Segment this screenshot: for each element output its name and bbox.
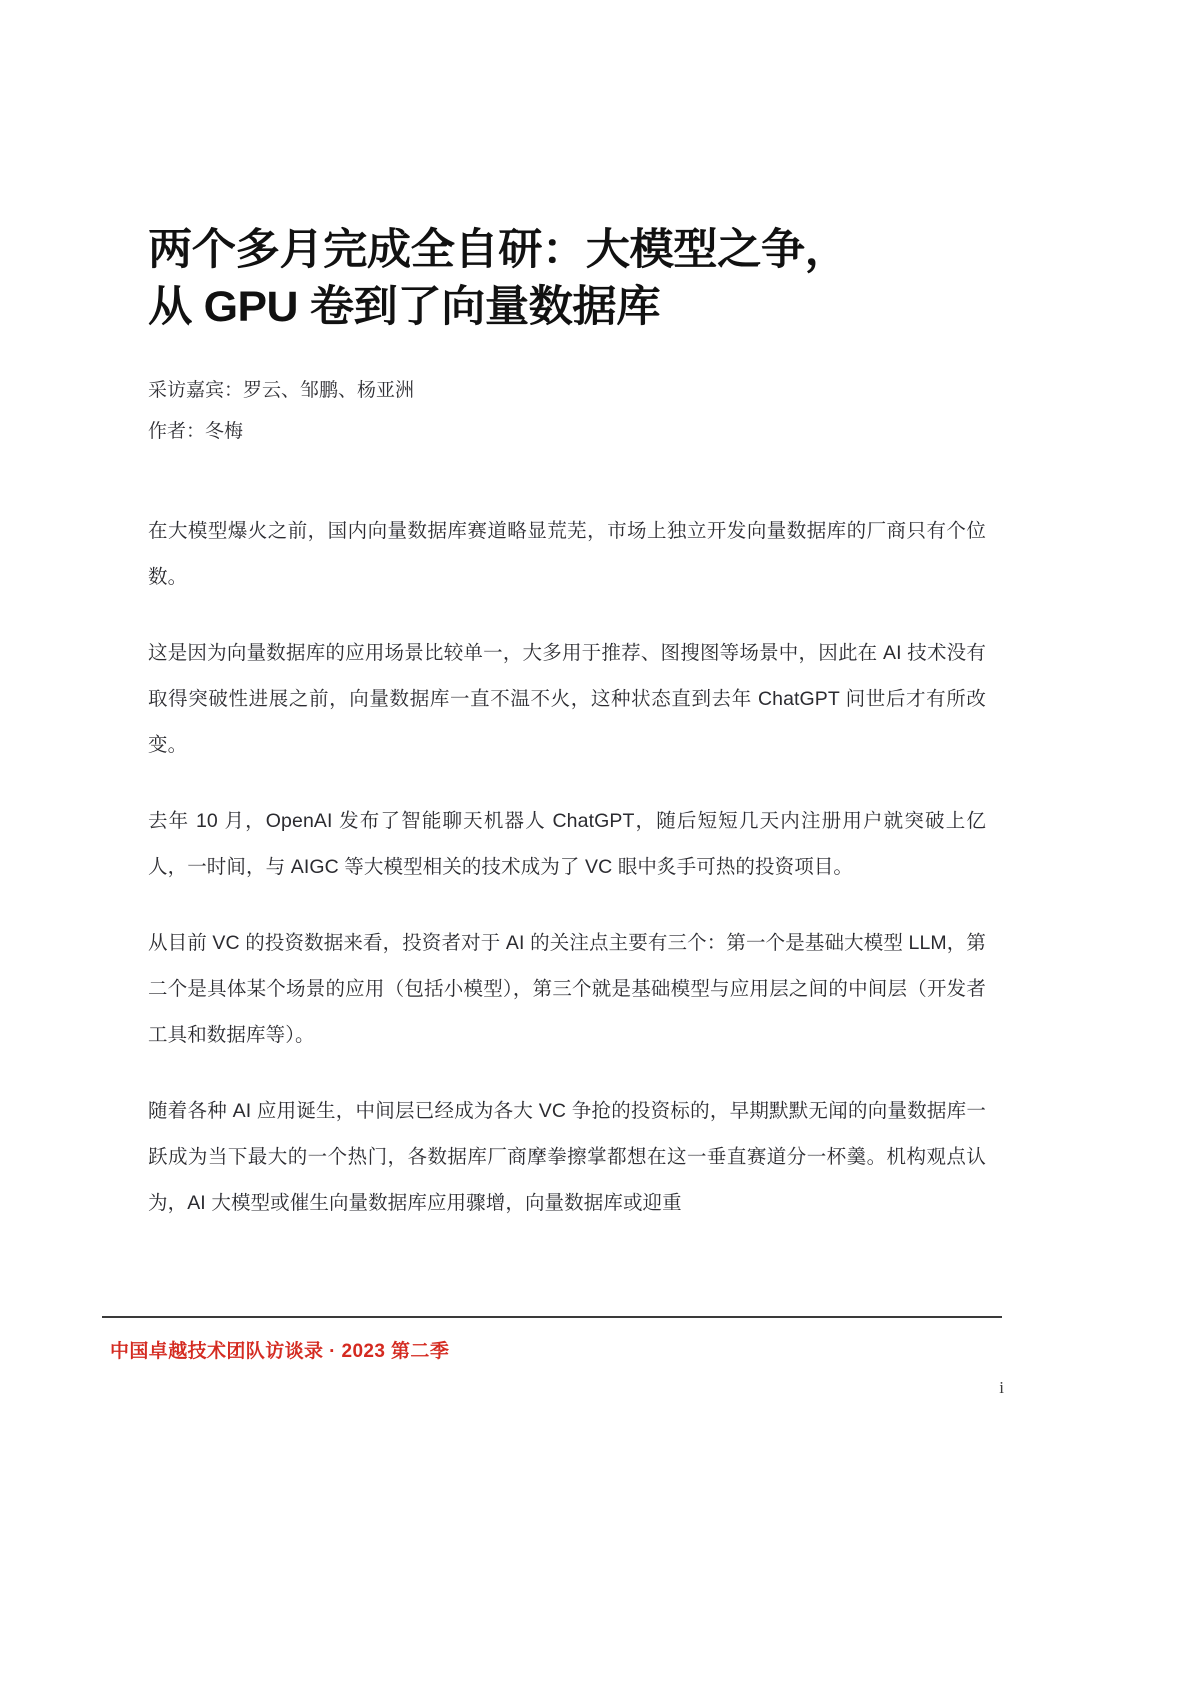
article-title-line-1: 两个多月完成全自研：大模型之争，: [148, 226, 849, 274]
byline-block: [148, 370, 986, 452]
body-paragraph: 随着各种 AI 应用诞生，中间层已经成为各大 VC 争抢的投资标的，早期默默无闻的向量数据库一跃成为当下最大的一个热门，各数据库厂商摩拳擦掌都想在这一垂直赛道分一杯羹。机构观点认为，AI 大模型或催生向量数据库应用骤增，向量数据库或迎重: [148, 1100, 986, 1214]
interviewees-line: 采访嘉宾：罗云、邹鹏、杨亚洲: [148, 380, 415, 401]
article-body: [148, 508, 986, 1226]
article-title-line-2: 从 GPU 卷到了向量数据库: [148, 283, 660, 331]
author-line: 作者：冬梅: [148, 421, 244, 442]
body-paragraph: 去年 10 月，OpenAI 发布了智能聊天机器人 ChatGPT，随后短短几天内注册用户就突破上亿人，一时间，与 AIGC 等大模型相关的技术成为了 VC 眼中炙手可热的投资项目。: [148, 810, 986, 878]
page-number: i: [999, 1378, 1004, 1397]
body-paragraph: 从目前 VC 的投资数据来看，投资者对于 AI 的关注点主要有三个：第一个是基础大模型 LLM，第二个是具体某个场景的应用（包括小模型），第三个就是基础模型与应用层之间的中间层（开发者工具和数据库等）。: [148, 932, 986, 1046]
body-paragraph: 这是因为向量数据库的应用场景比较单一，大多用于推荐、图搜图等场景中，因此在 AI 技术没有取得突破性进展之前，向量数据库一直不温不火，这种状态直到去年 ChatGPT 问世后才有所改变。: [148, 642, 986, 756]
footer-divider: [102, 1316, 1002, 1318]
body-paragraph: 在大模型爆火之前，国内向量数据库赛道略显荒芜，市场上独立开发向量数据库的厂商只有个位数。: [148, 520, 986, 588]
page-content: [148, 0, 986, 1226]
footer-series-title: 中国卓越技术团队访谈录 · 2023 第二季: [110, 1341, 450, 1362]
article-title: [148, 0, 986, 336]
